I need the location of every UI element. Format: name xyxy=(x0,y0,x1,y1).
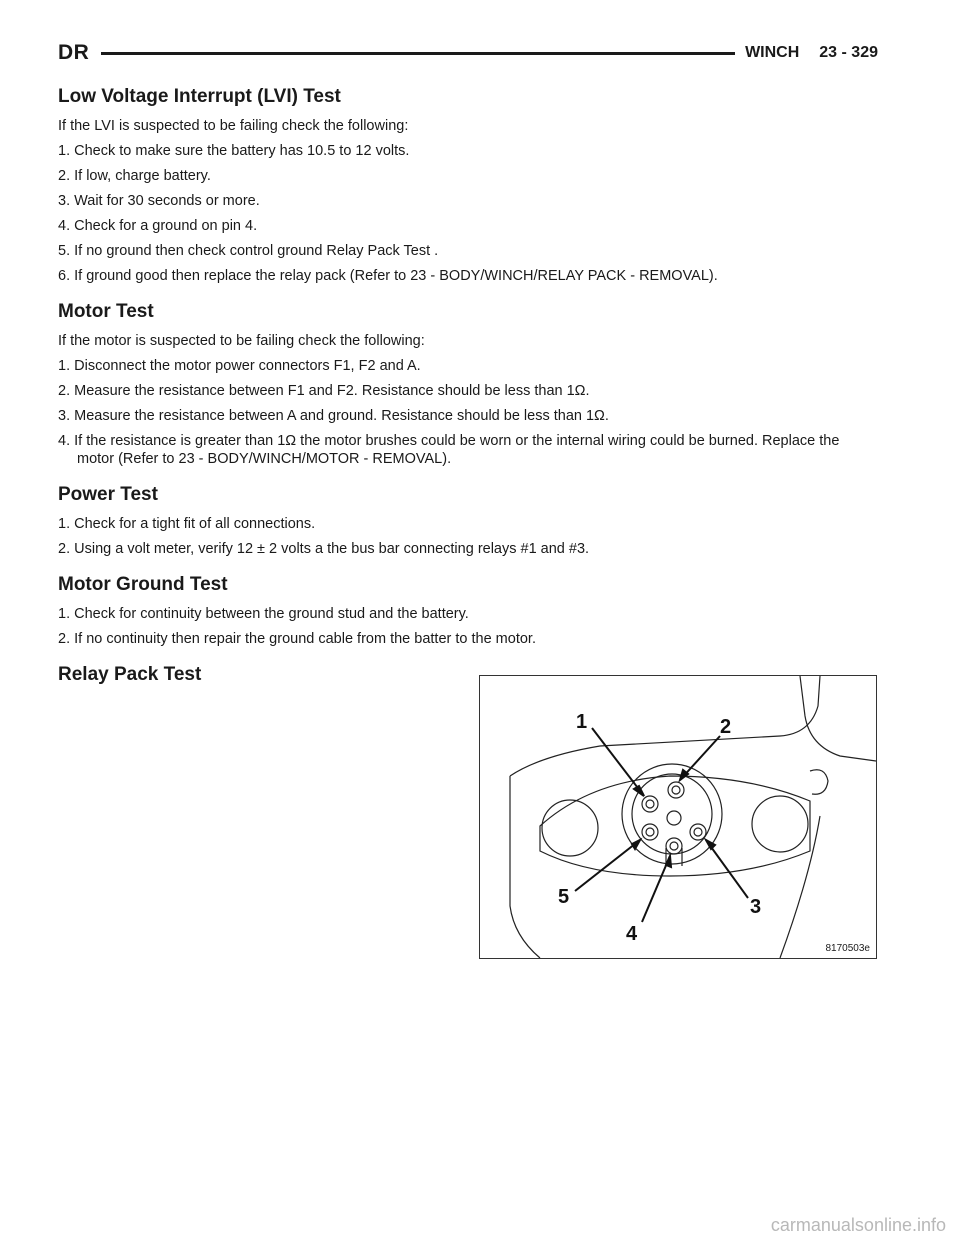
section-intro: If the motor is suspected to be failing check the following: xyxy=(58,333,425,349)
list-item: 2. Using a volt meter, verify 12 ± 2 volts a the bus bar connecting relays #1 and #3. xyxy=(58,541,590,557)
section-title: Relay Pack Test xyxy=(58,664,202,685)
section-intro: If the LVI is suspected to be failing check the following: xyxy=(58,118,409,134)
page-content xyxy=(58,86,880,702)
list-item: 3. Measure the resistance between A and ground. Resistance should be less than 1Ω. xyxy=(58,408,609,424)
callout-label-4: 4 xyxy=(626,923,638,945)
callout-label-3: 3 xyxy=(750,896,762,918)
list-item: 5. If no ground then check control ground Relay Pack Test . xyxy=(58,243,439,259)
section-title: Motor Test xyxy=(58,301,154,322)
list-item: 6. If ground good then replace the relay pack (Refer to 23 - BODY/WINCH/RELAY PACK - REMOVAL). xyxy=(58,268,718,284)
watermark: carmanualsonline.info xyxy=(770,1215,946,1235)
header-page-number: 23 - 329 xyxy=(819,44,878,61)
list-item: 1. Check for a tight fit of all connections. xyxy=(58,516,316,532)
figure-code: 8170503e xyxy=(825,943,870,954)
list-item: 1. Check for continuity between the ground stud and the battery. xyxy=(58,606,469,622)
callout-label-2: 2 xyxy=(720,716,732,738)
relay-connector-figure xyxy=(479,675,877,959)
list-item: 4. If the resistance is greater than 1Ω the motor brushes could be worn or the internal wiring could be burned. Replace the motor (Refer to 23 - BODY/WINCH/MOTOR - REMOVAL). xyxy=(58,433,840,467)
section-title: Power Test xyxy=(58,484,158,505)
callout-label-5: 5 xyxy=(558,886,570,908)
list-item: 2. If no continuity then repair the ground cable from the batter to the motor. xyxy=(58,631,536,647)
header-rule xyxy=(101,52,735,55)
header-section: WINCH xyxy=(745,44,800,61)
list-item: 4. Check for a ground on pin 4. xyxy=(58,218,258,234)
list-item: 2. If low, charge battery. xyxy=(58,168,211,184)
section-motor-test xyxy=(58,301,880,468)
callout-label-1: 1 xyxy=(576,711,588,733)
header-model: DR xyxy=(58,41,90,64)
list-item: 1. Check to make sure the battery has 10.5 to 12 volts. xyxy=(58,143,410,159)
list-item: 2. Measure the resistance between F1 and F2. Resistance should be less than 1Ω. xyxy=(58,383,590,399)
section-title: Motor Ground Test xyxy=(58,574,228,595)
list-item: 3. Wait for 30 seconds or more. xyxy=(58,193,260,209)
section-title: Low Voltage Interrupt (LVI) Test xyxy=(58,86,341,107)
section-power-test xyxy=(58,484,880,558)
list-item: 1. Disconnect the motor power connectors F1, F2 and A. xyxy=(58,358,421,374)
callout-labels xyxy=(480,676,876,958)
section-motor-ground-test xyxy=(58,574,880,648)
section-lvi-test xyxy=(58,86,880,285)
page-header xyxy=(58,40,878,66)
